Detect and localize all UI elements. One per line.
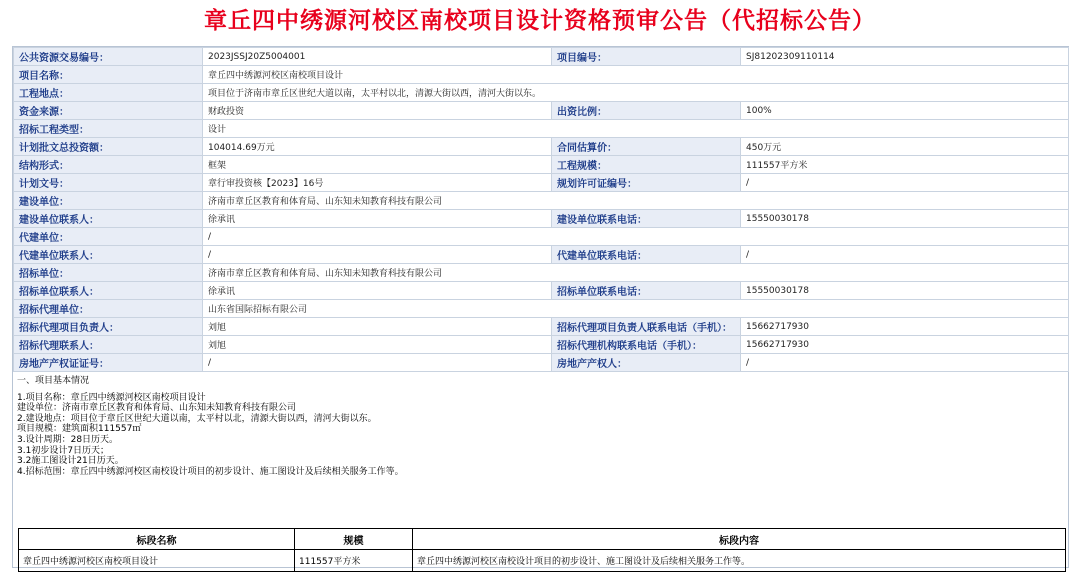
description-line: 3.2施工图设计21日历天。 xyxy=(17,456,124,467)
info-row xyxy=(14,138,1069,156)
field-label: 计划批文总投资额： xyxy=(14,138,203,156)
field-label: 招标单位： xyxy=(14,264,203,282)
field-value: 济南市章丘区教育和体育局、山东知未知教育科技有限公司 xyxy=(203,192,1069,210)
info-row xyxy=(14,210,1069,228)
info-row xyxy=(14,174,1069,192)
field-label: 招标工程类型： xyxy=(14,120,203,138)
segment-column-header: 规模 xyxy=(295,529,413,550)
field-value: 财政投资 xyxy=(203,102,552,120)
field-value: 111557平方米 xyxy=(741,156,1069,174)
field-value: 项目位于济南市章丘区世纪大道以南，太平村以北，清源大街以西，清河大街以东。 xyxy=(203,84,1069,102)
field-value: 济南市章丘区教育和体育局、山东知未知教育科技有限公司 xyxy=(203,264,1069,282)
field-value: / xyxy=(741,174,1069,192)
field-label: 代建单位联系人： xyxy=(14,246,203,264)
field-value: 设计 xyxy=(203,120,1069,138)
segment-column-header: 标段名称 xyxy=(19,529,295,550)
field-value: / xyxy=(741,246,1069,264)
field-label: 出资比例： xyxy=(552,102,741,120)
field-label: 招标代理项目负责人联系电话（手机）： xyxy=(552,318,741,336)
field-value: 山东省国际招标有限公司 xyxy=(203,300,1069,318)
field-value: 章丘四中绣源河校区南校项目设计 xyxy=(203,66,1069,84)
info-row xyxy=(14,246,1069,264)
info-row xyxy=(14,120,1069,138)
field-value: 15662717930 xyxy=(741,318,1069,336)
description-line: 2.建设地点：项目位于章丘区世纪大道以南，太平村以北，清源大街以西，清河大街以东。 xyxy=(17,413,377,424)
field-label: 项目编号： xyxy=(552,48,741,66)
field-label: 招标代理单位： xyxy=(14,300,203,318)
field-label: 计划文号： xyxy=(14,174,203,192)
field-value: 450万元 xyxy=(741,138,1069,156)
field-label: 招标代理项目负责人： xyxy=(14,318,203,336)
segment-column-header: 标段内容 xyxy=(413,529,1066,550)
field-label: 工程地点： xyxy=(14,84,203,102)
info-row xyxy=(14,228,1069,246)
description-heading: 一、项目基本情况 xyxy=(17,376,90,386)
field-value: / xyxy=(741,354,1069,372)
field-value: 刘旭 xyxy=(203,336,552,354)
info-table xyxy=(13,47,1069,372)
field-label: 招标单位联系人： xyxy=(14,282,203,300)
info-row xyxy=(14,300,1069,318)
field-value: 刘旭 xyxy=(203,318,552,336)
field-value: 徐承讯 xyxy=(203,282,552,300)
announcement-frame xyxy=(12,46,1069,568)
description-line: 3.设计周期：28日历天。 xyxy=(17,434,119,445)
field-label: 建设单位联系电话： xyxy=(552,210,741,228)
segment-cell: 章丘四中绣源河校区南校项目设计 xyxy=(19,550,295,572)
field-value: 徐承讯 xyxy=(203,210,552,228)
field-value: 100% xyxy=(741,102,1069,120)
segment-table xyxy=(18,528,1066,572)
field-label: 规划许可证编号： xyxy=(552,174,741,192)
info-row xyxy=(14,264,1069,282)
field-label: 结构形式： xyxy=(14,156,203,174)
info-row xyxy=(14,282,1069,300)
field-value: 2023JSSJ20Z5004001 xyxy=(203,48,552,66)
field-value: SJ81202309110114 xyxy=(741,48,1069,66)
info-row xyxy=(14,156,1069,174)
field-label: 招标代理联系人： xyxy=(14,336,203,354)
description-line: 建设单位：济南市章丘区教育和体育局、山东知未知教育科技有限公司 xyxy=(17,403,297,414)
field-value: / xyxy=(203,246,552,264)
field-label: 代建单位联系电话： xyxy=(552,246,741,264)
info-row xyxy=(14,102,1069,120)
description-line: 1.项目名称：章丘四中绣源河校区南校项目设计 xyxy=(17,392,206,403)
field-label: 招标单位联系电话： xyxy=(552,282,741,300)
field-label: 工程规模： xyxy=(552,156,741,174)
info-row xyxy=(14,318,1069,336)
field-label: 公共资源交易编号： xyxy=(14,48,203,66)
segment-row xyxy=(19,550,1066,572)
field-value: 104014.69万元 xyxy=(203,138,552,156)
field-value: 框架 xyxy=(203,156,552,174)
field-label: 建设单位： xyxy=(14,192,203,210)
description-line: 4.招标范围：章丘四中绣源河校区南校设计项目的初步设计、施工图设计及后续相关服务工作等。 xyxy=(17,466,404,477)
segment-cell: 章丘四中绣源河校区南校设计项目的初步设计、施工图设计及后续相关服务工作等。 xyxy=(413,550,1066,572)
info-row xyxy=(14,48,1069,66)
segment-cell: 111557平方米 xyxy=(295,550,413,572)
field-value: 章行审投资核【2023】16号 xyxy=(203,174,552,192)
field-value: / xyxy=(203,228,1069,246)
field-label: 招标代理机构联系电话（手机）： xyxy=(552,336,741,354)
field-value: 15662717930 xyxy=(741,336,1069,354)
info-row xyxy=(14,336,1069,354)
description-line: 项目规模：建筑面积111557㎡ xyxy=(17,424,142,435)
field-value: 15550030178 xyxy=(741,282,1069,300)
field-label: 房地产产权证证号： xyxy=(14,354,203,372)
info-row xyxy=(14,84,1069,102)
field-value: 15550030178 xyxy=(741,210,1069,228)
info-row xyxy=(14,354,1069,372)
field-label: 资金来源： xyxy=(14,102,203,120)
field-label: 项目名称： xyxy=(14,66,203,84)
info-row xyxy=(14,192,1069,210)
project-description xyxy=(13,372,1068,477)
info-row xyxy=(14,66,1069,84)
page-title: 章丘四中绣源河校区南校项目设计资格预审公告（代招标公告） xyxy=(204,8,876,34)
field-label: 房地产产权人： xyxy=(552,354,741,372)
field-label: 合同估算价： xyxy=(552,138,741,156)
field-label: 代建单位： xyxy=(14,228,203,246)
description-line: 3.1初步设计7日历天； xyxy=(17,445,110,456)
field-value: / xyxy=(203,354,552,372)
field-label: 建设单位联系人： xyxy=(14,210,203,228)
